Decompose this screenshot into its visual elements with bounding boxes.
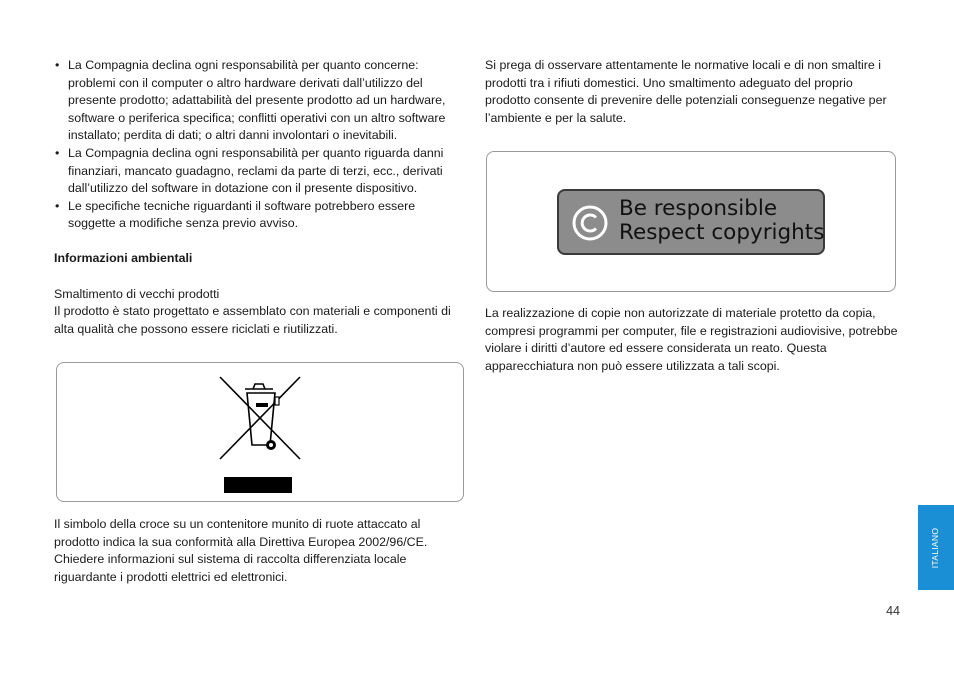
disposal-text: Il prodotto è stato progettato e assemblato con materiali e componenti di alta qualità che possono essere riciclati e riutilizzati. — [54, 304, 451, 336]
disposal-title: Smaltimento di vecchi prodotti — [54, 286, 220, 301]
badge-line-2: Respect copyrights — [619, 220, 825, 245]
language-tab-label: ITALIANO — [930, 527, 941, 568]
list-item: • La Compagnia declina ogni responsabilità per quanto riguarda danni finanziari, mancato guadagno, reclami da parte di terzi, ecc., derivati dall’utilizzo del software in dotazione con il presente dispositivo. — [54, 145, 466, 198]
crossed-out-wheeled-bin-icon — [218, 375, 302, 461]
right-column — [485, 57, 901, 127]
copyright-logo-frame — [486, 151, 896, 292]
weee-symbol-frame — [56, 362, 464, 502]
section-heading: Informazioni ambientali — [54, 250, 193, 265]
copyright-notice: La realizzazione di copie non autorizzate di materiale protetto da copia, compresi programmi per computer, file e registrazioni audiovisive, potrebbe violare i diritti d’autore ed essere considerata un reato. Questa apparecchiatura non può essere utilizzata a tali scopi. — [485, 306, 898, 373]
copyright-circle-icon — [571, 204, 609, 242]
page-number: 44 — [886, 604, 900, 618]
list-item: • La Compagnia declina ogni responsabilità per quanto concerne: problemi con il computer o altro hardware derivati dall’utilizzo del presente prodotto; adattabilità del presente prodotto ad un hardware, software o periferica specifica; conflitti operativi con un altro software installato; perdita di dati; o altri danni involontari o inevitabili. — [54, 57, 466, 145]
weee-black-bar — [224, 477, 292, 493]
badge-line-1: Be responsible — [619, 196, 778, 221]
language-tab — [918, 505, 954, 590]
weee-description: Il simbolo della croce su un contenitore munito di ruote attaccato al prodotto indica la sua conformità alla Direttiva Europea 2002/96/CE. Chiedere informazioni sul sistema di raccolta differenziata locale riguardante i prodotti elettrici ed elettronici. — [54, 517, 428, 584]
disposal-advice: Si prega di osservare attentamente le normative locali e di non smaltire i prodotti tra i rifiuti domestici. Uno smaltimento adeguato del proprio prodotto consente di prevenire delle potenziali conseguenze negative per l’ambiente e per la salute. — [485, 58, 887, 125]
list-item: • Le specifiche tecniche riguardanti il software potrebbero essere soggette a modifiche senza previo avviso. — [54, 198, 466, 233]
copyright-badge — [557, 189, 825, 255]
disclaimer-list — [54, 57, 466, 233]
left-column — [54, 57, 466, 338]
